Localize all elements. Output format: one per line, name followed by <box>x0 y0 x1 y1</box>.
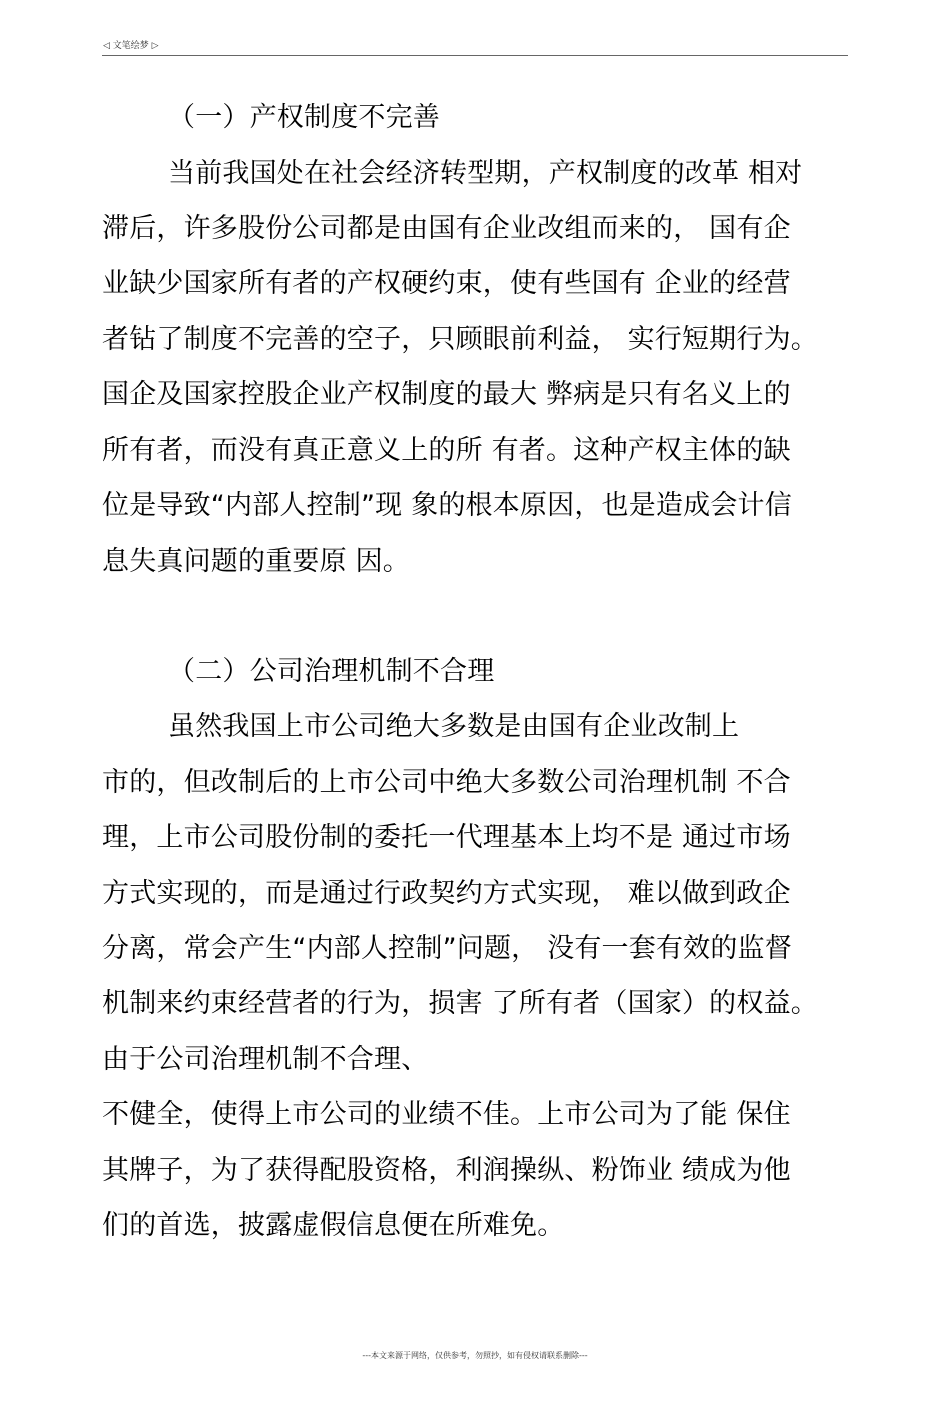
paragraph-line: 国企及国家控股企业产权制度的最大 弊病是只有名义上的 <box>102 379 791 410</box>
paragraph-line: 由于公司治理机制不合理、 <box>102 1044 429 1075</box>
paragraph-line: 分离，常会产生“内部人控制”问题， 没有一套有效的监督 <box>102 933 792 964</box>
header-divider <box>102 55 848 56</box>
paragraph-line: 虽然我国上市公司绝大多数是由国有企业改制上 <box>168 711 740 742</box>
paragraph-line: 所有者，而没有真正意义上的所 有者。这种产权主体的缺 <box>102 435 791 466</box>
paragraph-line: 位是导致“内部人控制”现 象的根本原因，也是造成会计信 <box>102 490 792 521</box>
paragraph-line: 们的首选，披露虚假信息便在所难免。 <box>102 1210 565 1241</box>
paragraph-line: 滞后，许多股份公司都是由国有企业改组而来的， 国有企 <box>102 213 791 244</box>
section-heading-2: （二）公司治理机制不合理 <box>168 656 495 687</box>
page-footer: ---本文来源于网络，仅供参考，勿照抄，如有侵权请联系删除--- <box>362 1351 588 1360</box>
paragraph-line: 机制来约束经营者的行为，损害 了所有者（国家）的权益。 <box>102 988 818 1019</box>
paragraph-line: 业缺少国家所有者的产权硬约束，使有些国有 企业的经营 <box>102 268 791 299</box>
paragraph-line: 市的，但改制后的上市公司中绝大多数公司治理机制 不合 <box>102 767 791 798</box>
paragraph-line: 息失真问题的重要原 因。 <box>102 546 410 577</box>
paragraph-line: 不健全，使得上市公司的业绩不佳。上市公司为了能 保住 <box>102 1099 791 1130</box>
paragraph-line: 当前我国处在社会经济转型期，产权制度的改革 相对 <box>168 158 803 189</box>
paragraph-line: 方式实现的，而是通过行政契约方式实现， 难以做到政企 <box>102 878 791 909</box>
paragraph-line: 者钻了制度不完善的空子，只顾眼前利益， 实行短期行为。 <box>102 324 818 355</box>
paragraph-line: 理，上市公司股份制的委托一代理基本上均不是 通过市场 <box>102 822 791 853</box>
page-header: ◁ 文笔绘梦 ▷ <box>103 41 159 51</box>
section-heading-1: （一）产权制度不完善 <box>168 102 440 133</box>
paragraph-line: 其牌子，为了获得配股资格，利润操纵、粉饰业 绩成为他 <box>102 1155 791 1186</box>
